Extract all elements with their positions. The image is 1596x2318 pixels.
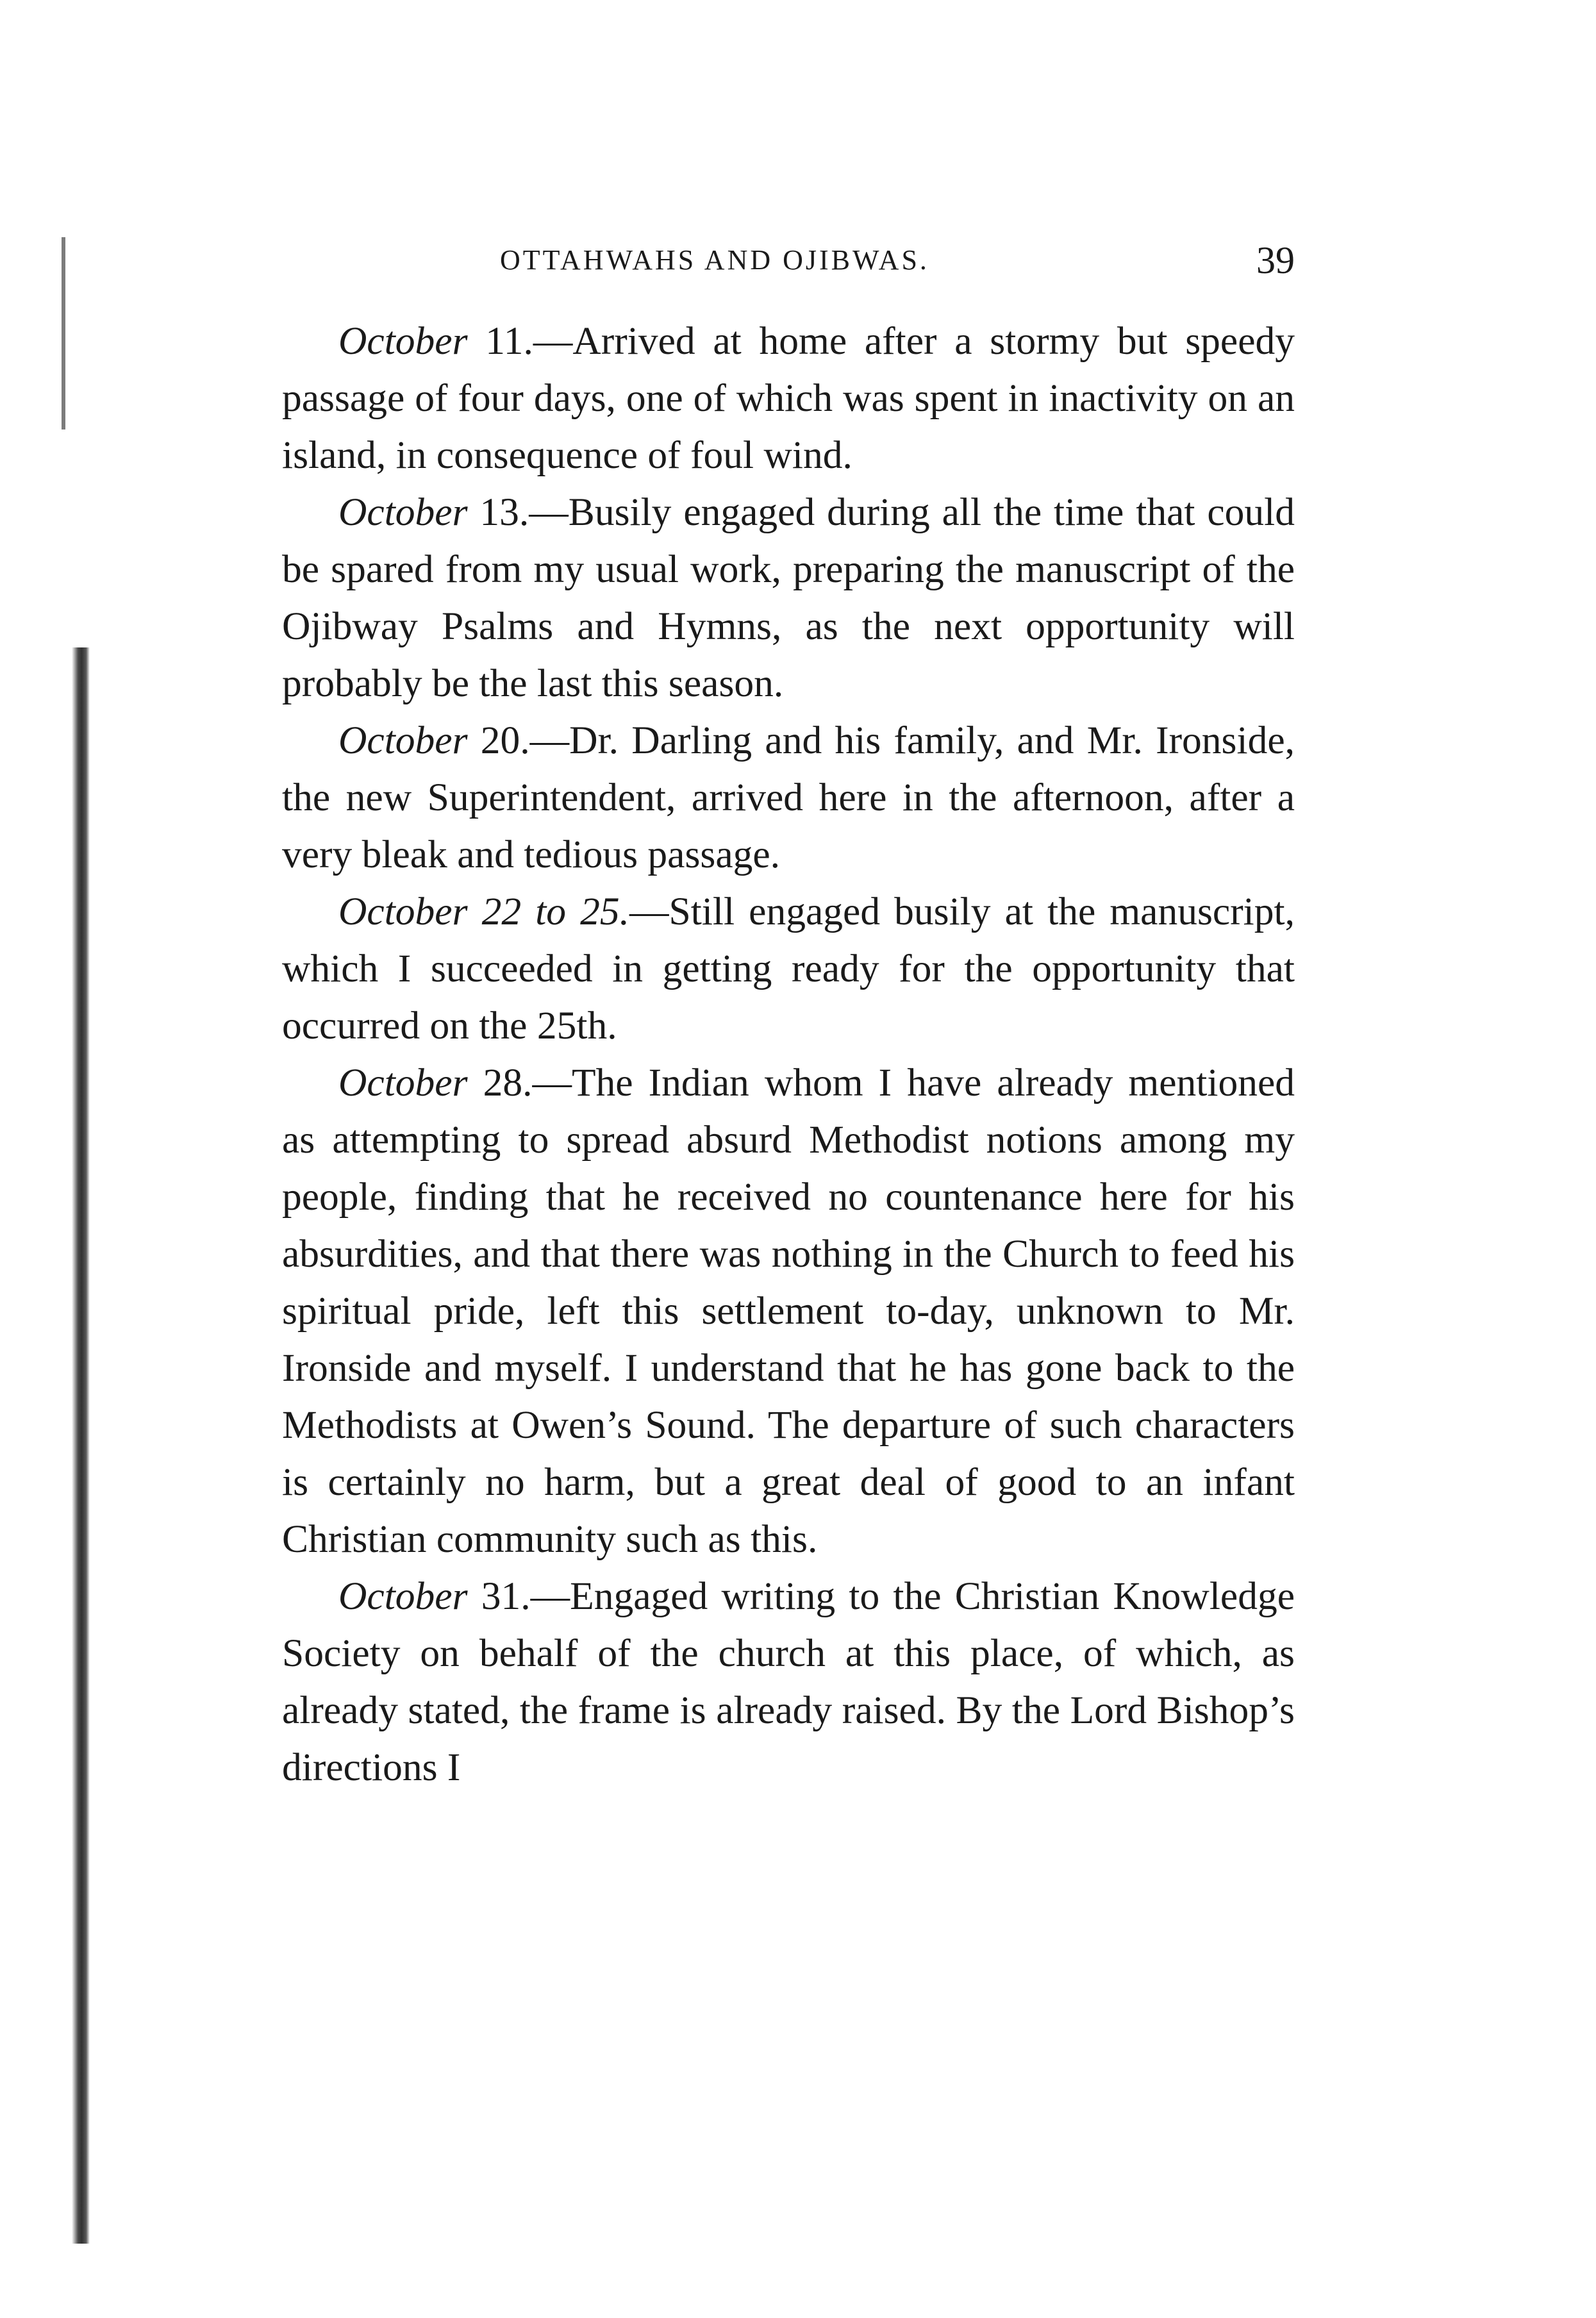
journal-text	[282, 313, 1295, 1796]
journal-entry-oct-11	[282, 313, 1295, 484]
entry-date: October	[338, 1574, 468, 1618]
entry-text: 13.—Busily engaged during all the time that could be spared from my usual work, preparing the manuscript of the Ojibway Psalms and Hymns, as the next opportunity will probably be the last this season.	[282, 490, 1295, 705]
running-head: OTTAHWAHS AND OJIBWAS.	[500, 244, 929, 276]
journal-entry-oct-28	[282, 1055, 1295, 1568]
entry-text: 20.—Dr. Darling and his family, and Mr. Ironside, the new Superintendent, arrived here in the afternoon, after a very bleak and tedious passage.	[282, 719, 1295, 876]
entry-date: October	[338, 490, 468, 534]
entry-text: 28.—The Indian whom I have already mentioned as attempting to spread absurd Methodist notions among my people, finding that he received no countenance here for his absurdities, and that there was nothing in the Church to feed his spiritual pride, left this settlement to-day, unknown to Mr. Ironside and myself. I understand that he has gone back to the Methodists at Owen’s Sound. The departure of such characters is certainly no harm, but a great deal of good to an infant Christian community such as this.	[282, 1061, 1295, 1561]
entry-text: 11.—Arrived at home after a stormy but speedy passage of four days, one of which was spent in inactivity on an island, in consequence of foul wind.	[282, 319, 1295, 477]
binding-shadow-top	[62, 237, 65, 429]
journal-entry-oct-13	[282, 484, 1295, 712]
page-header	[500, 238, 1295, 283]
journal-entry-oct-20	[282, 712, 1295, 883]
entry-date: October	[338, 319, 468, 363]
entry-text: 31.—Engaged writing to the Christian Knowledge Society on behalf of the church at this place, of which, as already stated, the frame is already raised. By the Lord Bishop’s directions I	[282, 1574, 1295, 1789]
journal-entry-oct-31	[282, 1568, 1295, 1796]
page-number: 39	[1256, 239, 1295, 281]
entry-text: —Still engaged busily at the manuscript, which I succeeded in getting ready for the opportunity that occurred on the 25th.	[282, 890, 1295, 1047]
entry-date: October 22 to 25.	[338, 890, 630, 933]
journal-entry-oct-22-25	[282, 883, 1295, 1055]
entry-date: October	[338, 719, 468, 762]
binding-shadow	[72, 647, 90, 2244]
entry-date: October	[338, 1061, 468, 1105]
